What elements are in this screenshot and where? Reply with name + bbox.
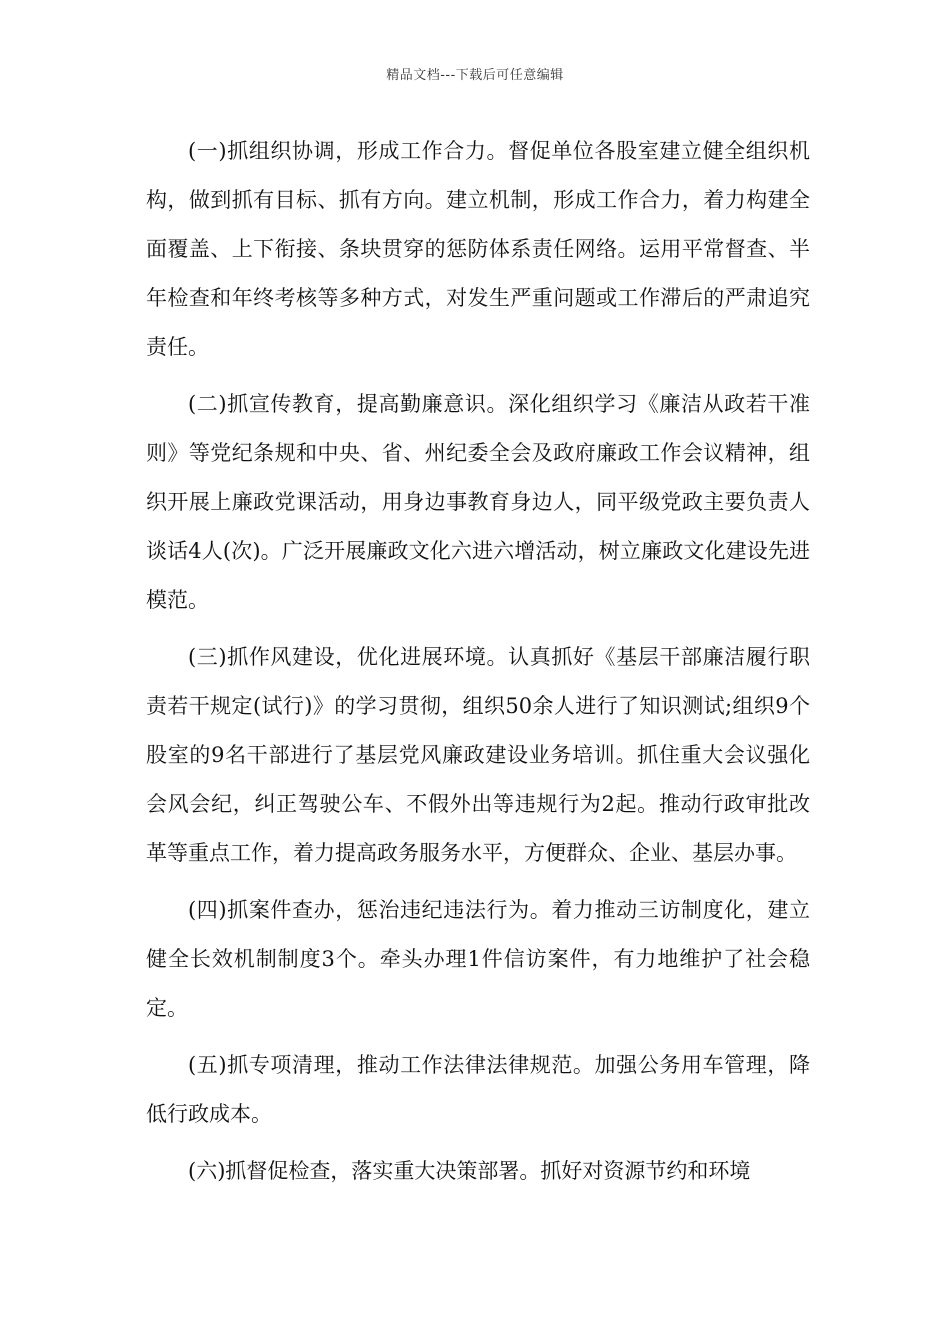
paragraph-4: (四)抓案件查办，惩治违纪违法行为。着力推动三访制度化，建立健全长效机制制度3个。牵头办理1件信访案件，有力地维护了社会稳定。 (146, 898, 810, 1020)
document-body (146, 127, 810, 1204)
paragraph-6: (六)抓督促检查，落实重大决策部署。抓好对资源节约和环境 (188, 1159, 751, 1183)
page-header: 精品文档---下载后可任意编辑 (386, 68, 564, 83)
paragraph-1: (一)抓组织协调，形成工作合力。督促单位各股室建立健全组织机构，做到抓有目标、抓有方向。建立机制，形成工作合力，着力构建全面覆盖、上下衔接、条块贯穿的惩防体系责任网络。运用平常督查、半年检查和年终考核等多种方式，对发生严重问题或工作滞后的严肃追究责任。 (146, 139, 810, 359)
paragraph-5: (五)抓专项清理，推动工作法律法律规范。加强公务用车管理，降低行政成本。 (146, 1053, 810, 1126)
paragraph-3: (三)抓作风建设，优化进展环境。认真抓好《基层干部廉洁履行职责若干规定(试行)》的学习贯彻，组织50余人进行了知识测试;组织9个股室的9名干部进行了基层党风廉政建设业务培训。抓住重大会议强化会风会纪，纠正驾驶公车、不假外出等违规行为2起。推动行政审批改革等重点工作，着力提高政务服务水平，方便群众、企业、基层办事。 (146, 645, 810, 865)
paragraph-2: (二)抓宣传教育，提高勤廉意识。深化组织学习《廉洁从政若干准则》等党纪条规和中央、省、州纪委全会及政府廉政工作会议精神，组织开展上廉政党课活动，用身边事教育身边人，同平级党政主要负责人谈话4人(次)。广泛开展廉政文化六进六增活动，树立廉政文化建设先进模范。 (146, 392, 810, 612)
